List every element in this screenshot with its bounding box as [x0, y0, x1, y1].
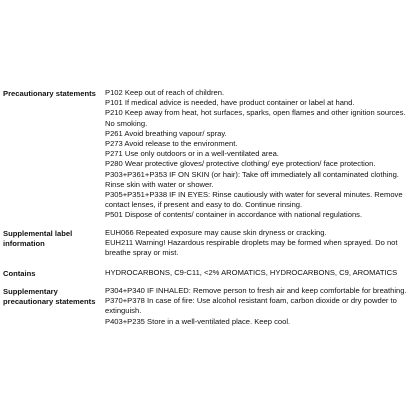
supplemental-label-content	[105, 228, 414, 259]
statement-line: P304+P340 IF INHALED: Remove person to fresh air and keep comfortable for breathing.	[105, 286, 407, 295]
supplementary-precautionary-content	[105, 286, 414, 327]
statement-line: P303+P361+P353 IF ON SKIN (or hair): Take off immediately all contaminated clothing. Rinse skin with water or shower.	[105, 169, 399, 189]
supplementary-precautionary-label: Supplementary precautionary statements	[3, 287, 96, 306]
statement-line: P280 Wear protective gloves/ protective clothing/ eye protection/ face protection.	[105, 159, 376, 169]
statement-line: P501 Dispose of contents/ container in accordance with national regulations.	[105, 210, 363, 220]
precautionary-statements-content	[105, 88, 414, 221]
statement-line: P101 If medical advice is needed, have product container or label at hand.	[105, 98, 355, 108]
statement-line: EUH211 Warning! Hazardous respirable droplets may be formed when sprayed. Do not breathe spray or mist.	[105, 238, 398, 258]
statement-line: P210 Keep away from heat, hot surfaces, sparks, open flames and other ignition sources. No smoking.	[105, 108, 406, 128]
statement-line: P273 Avoid release to the environment.	[105, 139, 238, 149]
statement-line: EUH066 Repeated exposure may cause skin dryness or cracking.	[105, 228, 327, 237]
statement-line: P305+P351+P338 IF IN EYES: Rinse cautiously with water for several minutes. Remove contact lenses, if present and easy to do. Continue rinsing.	[105, 190, 403, 210]
statement-line: P403+P235 Store in a well-ventilated place. Keep cool.	[105, 316, 291, 326]
statement-line: P271 Use only outdoors or in a well-ventilated area.	[105, 149, 279, 159]
statement-line: HYDROCARBONS, C9-C11, <2% AROMATICS, HYDROCARBONS, C9, AROMATICS	[105, 268, 398, 277]
supplemental-label-label: Supplemental label information	[3, 229, 73, 248]
contains-label: Contains	[3, 269, 36, 278]
statement-line: P261 Avoid breathing vapour/ spray.	[105, 128, 227, 138]
precautionary-statements-label: Precautionary statements	[3, 89, 96, 98]
contains-content	[105, 268, 414, 278]
statement-line: P370+P378 In case of fire: Use alcohol resistant foam, carbon dioxide or dry powder to extinguish.	[105, 296, 397, 316]
statement-line: P102 Keep out of reach of children.	[105, 88, 225, 97]
